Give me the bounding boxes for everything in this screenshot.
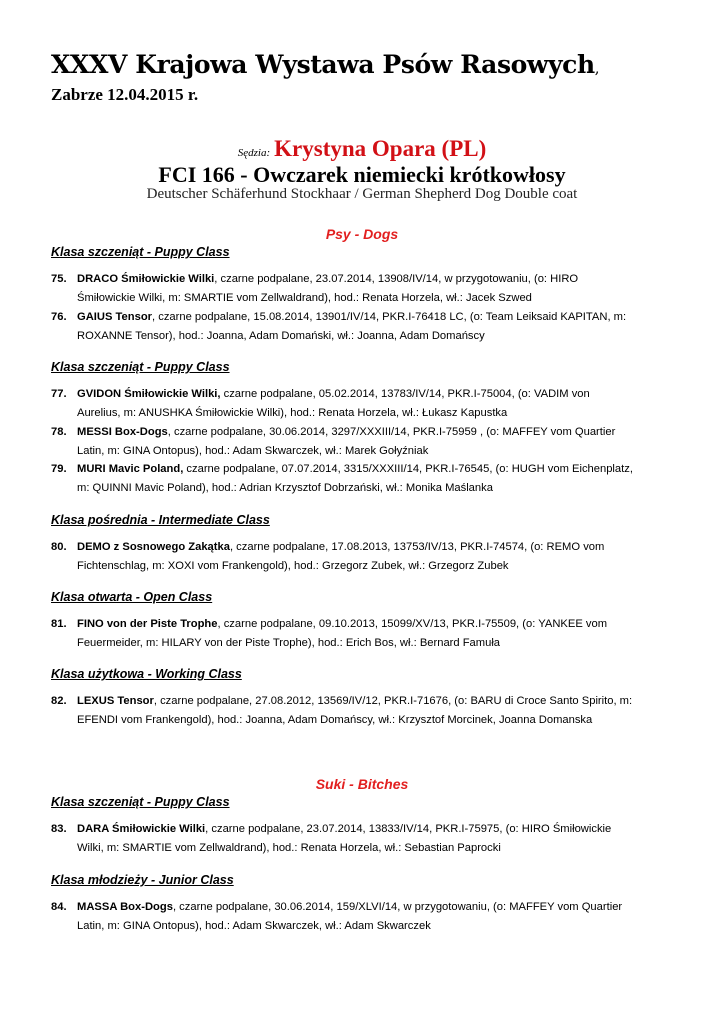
entry-details-line1: , czarne podpalane, 27.08.2012, 13569/IV/12, PKR.I-71676, (o: BARU di Croce Santo Spirito, m: xyxy=(153,695,633,707)
entry-details-line1: , czarne podpalane, 17.08.2013, 13753/IV/13, PKR.I-74574, (o: REMO vom xyxy=(229,541,605,553)
entry-number: 77. xyxy=(51,388,67,400)
entry-number: 83. xyxy=(51,823,67,835)
entry-number: 84. xyxy=(51,901,67,913)
entry-details-line1: , czarne podpalane, 15.08.2014, 13901/IV/14, PKR.I-76418 LC, (o: Team Leiksaid KAPITAN, m: xyxy=(152,311,627,323)
entry-75 xyxy=(51,270,691,308)
entry-number: 79. xyxy=(51,463,67,475)
class-heading: Klasa szczeniąt - Puppy Class xyxy=(51,245,230,259)
entry-details-line1: , czarne podpalane, 23.07.2014, 13908/IV/14, w przygotowaniu, (o: HIRO xyxy=(214,273,579,285)
entry-details-line2: EFENDI vom Frankengold), hod.: Joanna, Adam Domańscy, wł.: Krzysztof Morcinek, Joanna Domanska xyxy=(77,714,593,726)
entry-81 xyxy=(51,615,691,653)
entry-details-line1: czarne podpalane, 07.07.2014, 3315/XXXIII/14, PKR.I-76545, (o: HUGH vom Eichenplatz, xyxy=(183,463,633,475)
class-heading: Klasa otwarta - Open Class xyxy=(51,590,213,604)
entry-79 xyxy=(51,460,691,498)
entry-number: 82. xyxy=(51,695,67,707)
show-title-comma: , xyxy=(594,59,600,77)
dog-name: DARA Śmiłowickie Wilki xyxy=(77,823,206,835)
entry-details-line1: , czarne podpalane, 30.06.2014, 159/XLVI/14, w przygotowaniu, (o: MAFFEY vom Quartier xyxy=(172,901,623,913)
section-bitches-heading: Suki - Bitches xyxy=(315,776,409,792)
judge-line xyxy=(0,136,724,162)
entry-details-line1: , czarne podpalane, 30.06.2014, 3297/XXXIII/14, PKR.I-75959 , (o: MAFFEY vom Quartier xyxy=(167,426,616,438)
entry-details-line1: , czarne podpalane, 23.07.2014, 13833/IV/14, PKR.I-75975, (o: HIRO Śmiłowickie xyxy=(205,823,612,835)
class-heading: Klasa pośrednia - Intermediate Class xyxy=(51,513,270,527)
show-title-text: XXXV Krajowa Wystawa Psów Rasowych xyxy=(51,50,595,79)
dog-name: MASSA Box-Dogs xyxy=(77,901,173,913)
dog-name: FINO von der Piste Trophe xyxy=(77,618,218,630)
section-dogs-heading: Psy - Dogs xyxy=(325,226,399,242)
entry-details-line2: Aurelius, m: ANUSHKA Śmiłowickie Wilki), hod.: Renata Horzela, wł.: Łukasz Kapustka xyxy=(77,407,508,419)
entry-84 xyxy=(51,898,691,936)
entry-number: 75. xyxy=(51,273,67,285)
entry-details-line2: m: QUINNI Mavic Poland), hod.: Adrian Krzysztof Dobrzański, wł.: Monika Maślanka xyxy=(77,482,493,494)
entry-number: 80. xyxy=(51,541,67,553)
dog-name: GAIUS Tensor xyxy=(77,311,153,323)
dog-name: DRACO Śmiłowickie Wilki xyxy=(77,273,215,285)
judge-name: Krystyna Opara (PL) xyxy=(274,136,487,161)
entry-80 xyxy=(51,538,691,576)
breed-title: FCI 166 - Owczarek niemiecki krótkowłosy xyxy=(158,162,566,187)
dog-name: GVIDON Śmiłowickie Wilki, xyxy=(77,388,221,400)
entry-details-line2: Latin, m: GINA Ontopus), hod.: Adam Skwarczek, wł.: Adam Skwarczek xyxy=(77,920,431,932)
entry-number: 76. xyxy=(51,311,67,323)
class-heading: Klasa szczeniąt - Puppy Class xyxy=(51,360,230,374)
entry-77 xyxy=(51,385,691,423)
class-heading: Klasa młodzieży - Junior Class xyxy=(51,873,234,887)
entry-details-line2: Śmiłowickie Wilki, m: SMARTIE vom Zellwaldrand), hod.: Renata Horzela, wł.: Jacek Szwed xyxy=(77,292,532,304)
entry-details-line2: Latin, m: GINA Ontopus), hod.: Adam Skwarczek, wł.: Marek Gołyźniak xyxy=(77,445,429,457)
entry-78 xyxy=(51,423,691,461)
dog-name: MURI Mavic Poland, xyxy=(77,463,184,475)
judge-label: Sędzia: xyxy=(237,147,271,159)
entry-details-line2: Feuermeider, m: HILARY von der Piste Trophe), hod.: Erich Bos, wł.: Bernard Famuła xyxy=(77,637,501,649)
entry-details-line2: Wilki, m: SMARTIE vom Zellwaldrand), hod.: Renata Horzela, wł.: Sebastian Paprocki xyxy=(77,842,501,854)
entry-details-line1: , czarne podpalane, 09.10.2013, 15099/XV/13, PKR.I-75509, (o: YANKEE vom xyxy=(217,618,608,630)
entry-82 xyxy=(51,692,691,730)
entry-details-line2: Fichtenschlag, m: XOXI vom Frankengold), hod.: Grzegorz Zubek, wł.: Grzegorz Zubek xyxy=(77,560,509,572)
entry-details-line2: ROXANNE Tensor), hod.: Joanna, Adam Domański, wł.: Joanna, Adam Domańscy xyxy=(77,330,485,342)
dog-name: LEXUS Tensor xyxy=(77,695,154,707)
show-title xyxy=(51,50,599,79)
class-heading: Klasa użytkowa - Working Class xyxy=(51,667,242,681)
entry-83 xyxy=(51,820,691,858)
show-date: Zabrze 12.04.2015 r. xyxy=(51,85,199,104)
entry-number: 78. xyxy=(51,426,67,438)
dog-name: MESSI Box-Dogs xyxy=(77,426,168,438)
breed-subtitle: Deutscher Schäferhund Stockhaar / German Shepherd Dog Double coat xyxy=(146,186,578,202)
entry-details-line1: czarne podpalane, 05.02.2014, 13783/IV/14, PKR.I-75004, (o: VADIM von xyxy=(220,388,590,400)
entry-76 xyxy=(51,308,691,346)
dog-name: DEMO z Sosnowego Zakątka xyxy=(77,541,230,553)
class-heading: Klasa szczeniąt - Puppy Class xyxy=(51,795,230,809)
entry-number: 81. xyxy=(51,618,67,630)
